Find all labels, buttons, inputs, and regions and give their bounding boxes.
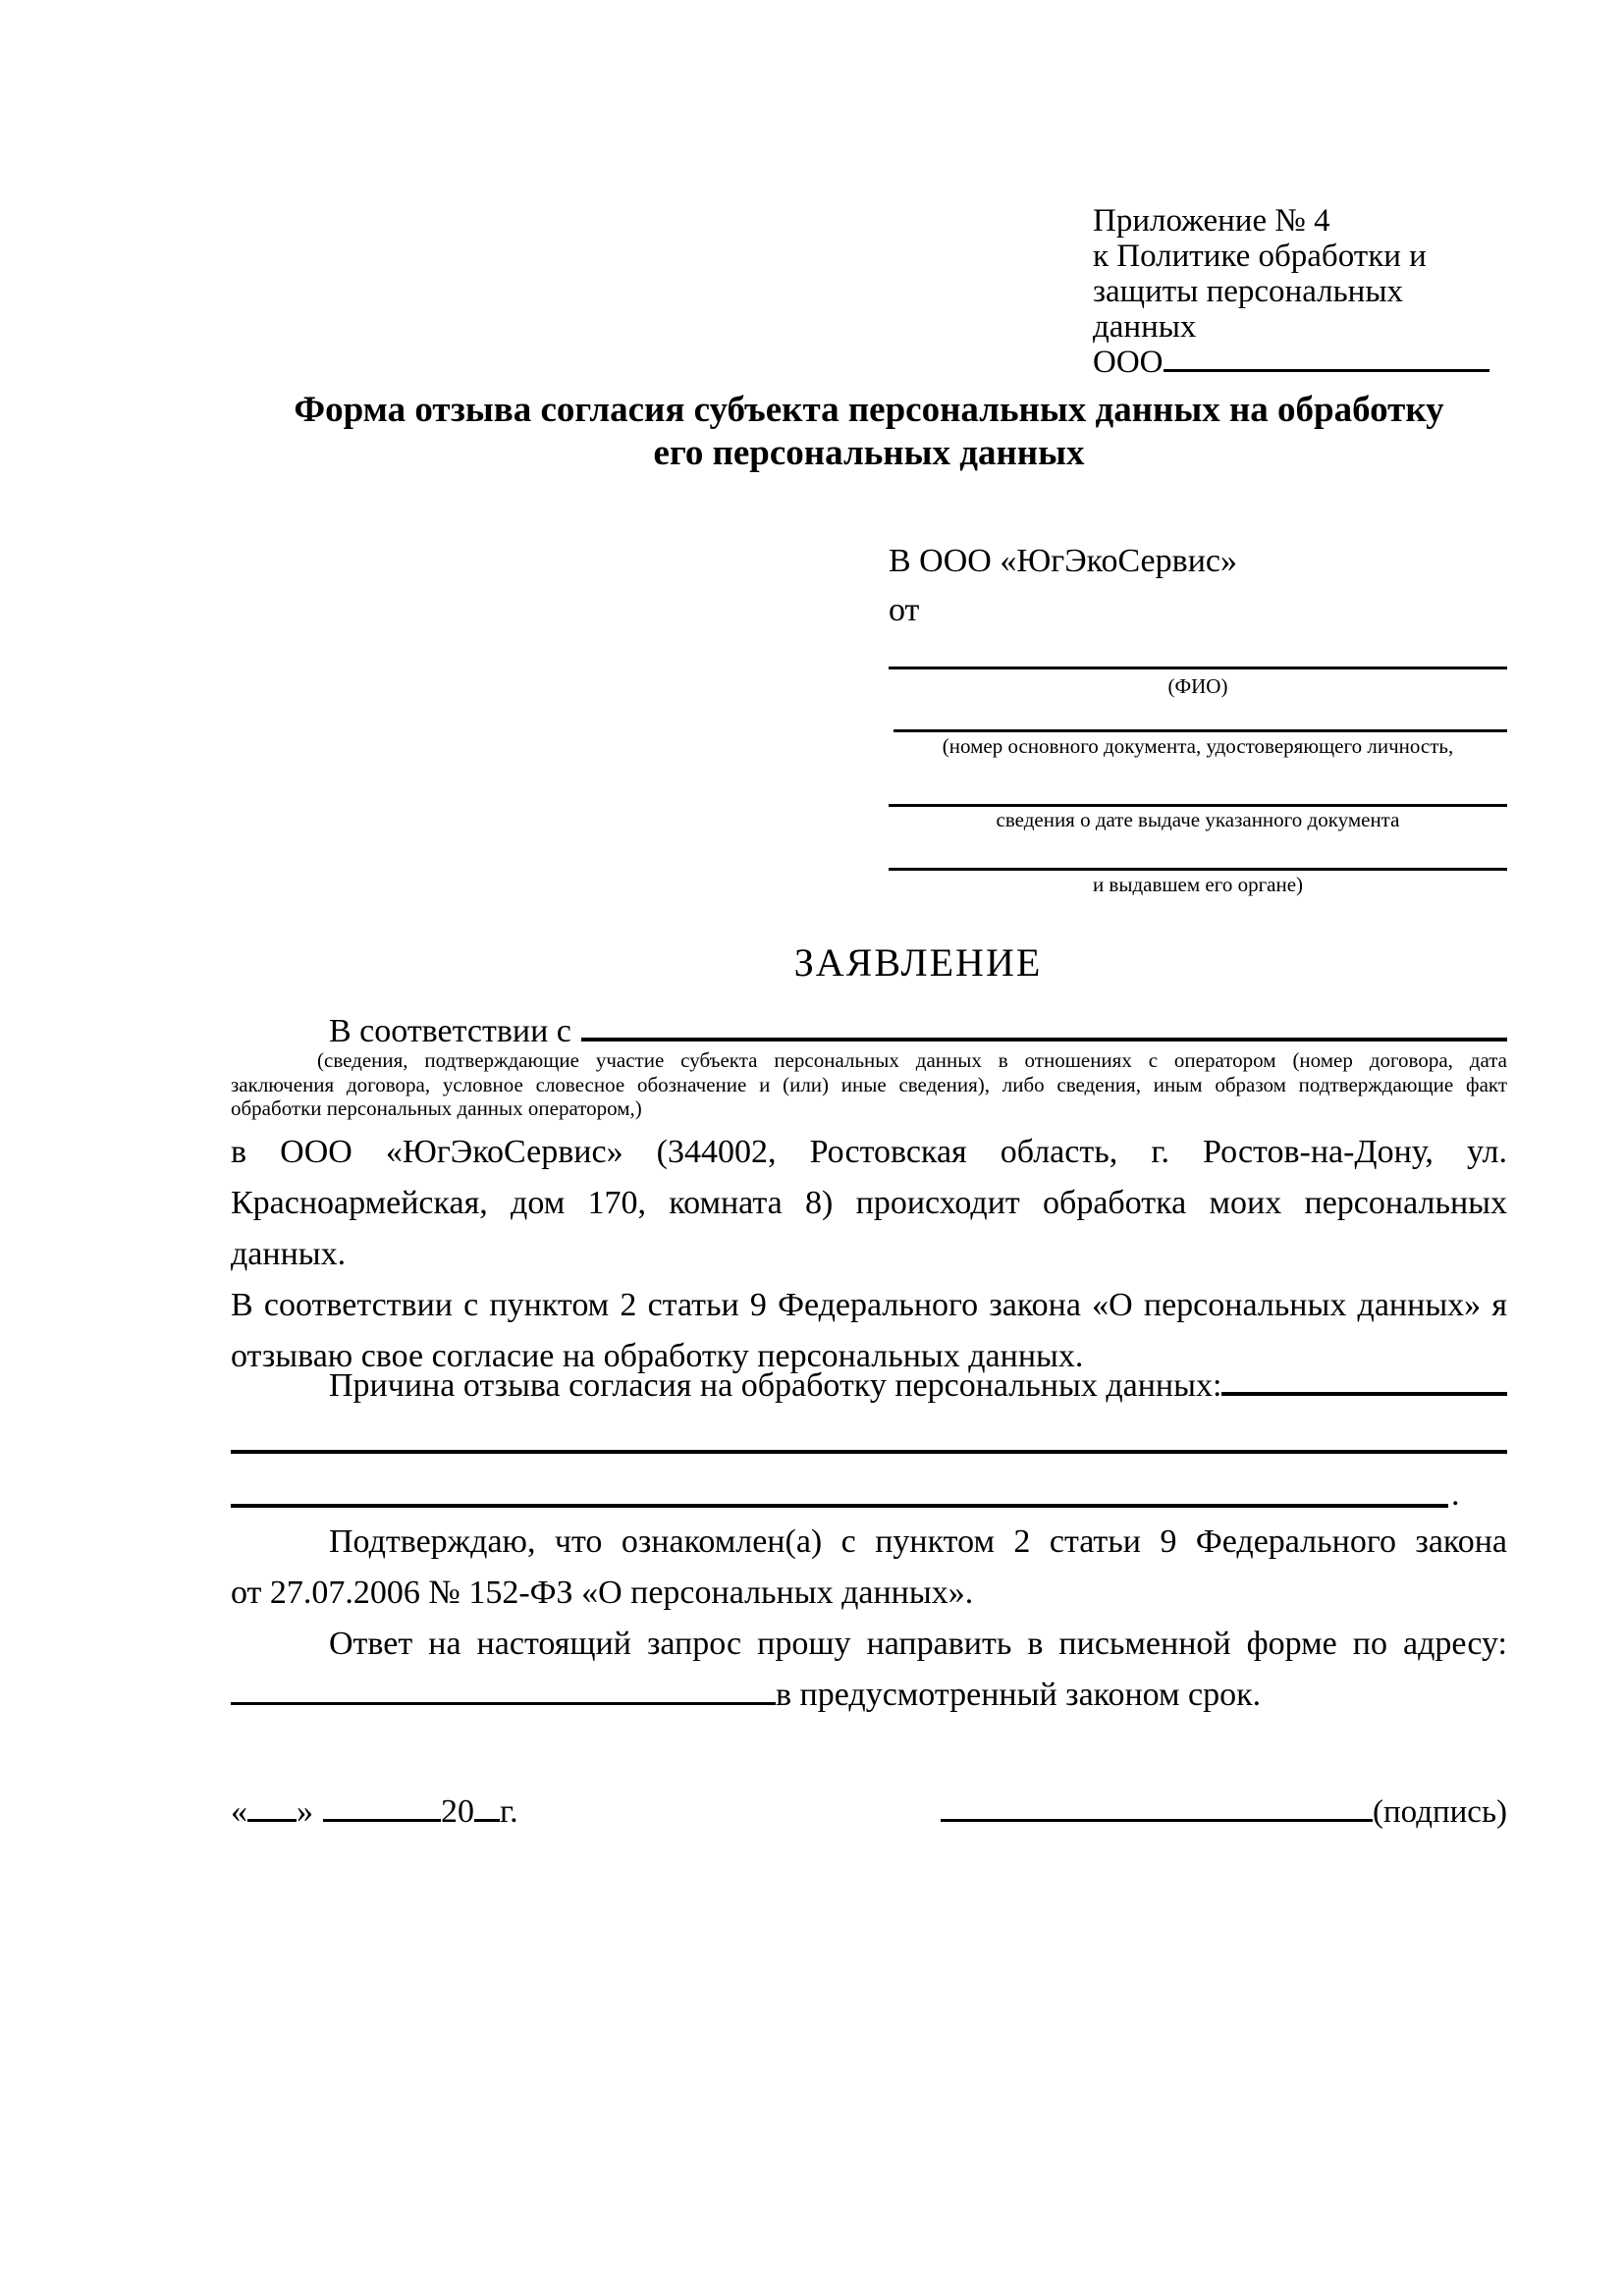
- form-title: [231, 389, 1507, 475]
- signature-group: [941, 1794, 1507, 1831]
- month-blank-field[interactable]: [323, 1819, 441, 1822]
- small-print-line-3: обработки персональных данных оператором,): [231, 1096, 642, 1120]
- reason-blank-field[interactable]: [1221, 1392, 1507, 1396]
- recipient-from-label: от: [889, 592, 920, 628]
- address-blank-field[interactable]: [231, 1702, 776, 1705]
- signature-caption: (подпись): [1373, 1794, 1507, 1830]
- confirm-line-2: от 27.07.2006 № 152-ФЗ «О персональных данных».: [231, 1575, 974, 1611]
- body-line-1: в ООО «ЮгЭкоСервис» (344002, Ростовская область, г. Ростов-на-Дону, ул.: [231, 1134, 1507, 1170]
- issuing-authority-field-line[interactable]: [889, 868, 1507, 871]
- ooo-blank-field[interactable]: [1164, 369, 1490, 372]
- day-blank-field[interactable]: [247, 1819, 297, 1822]
- doc-number-caption: (номер основного документа, удостоверяющего личность,: [942, 734, 1454, 758]
- reply-paragraph: [231, 1619, 1507, 1721]
- quote-open: «: [231, 1793, 247, 1830]
- appendix-block: [1093, 203, 1495, 380]
- appendix-line-2: к Политике обработки и: [1093, 239, 1427, 274]
- fio-field-line[interactable]: [889, 667, 1507, 669]
- year-prefix: 20: [441, 1793, 474, 1830]
- reply-address-row: [231, 1670, 1507, 1721]
- recipient-to: В ООО «ЮгЭкоСервис»: [889, 543, 1237, 579]
- statement-heading: ЗАЯВЛЕНИЕ: [793, 940, 1043, 985]
- body-line-3: В соответствии с пунктом 2 статьи 9 Федерального закона «О персональных данных» я: [231, 1287, 1507, 1323]
- date-group: [231, 1793, 518, 1831]
- issue-date-field-line[interactable]: [889, 804, 1507, 807]
- basis-intro-row: [231, 1013, 1507, 1050]
- footer-row: [231, 1793, 1507, 1831]
- small-print-line-1: (сведения, подтверждающие участие субъекта персональных данных в отношениях с оператором (номер договора, дата: [317, 1048, 1507, 1072]
- small-print-line-2: заключения договора, условное словесное обозначение и (или) иные сведения), либо сведения, иным образом подтверждающие факт: [231, 1072, 1507, 1096]
- appendix-line-3: защиты персональных данных: [1093, 274, 1403, 345]
- reason-line-2[interactable]: [231, 1504, 1448, 1508]
- basis-intro-label: В соответствии с: [329, 1013, 571, 1049]
- issue-date-caption: сведения о дате выдаче указанного документа: [996, 808, 1400, 831]
- small-print: [231, 1048, 1507, 1121]
- year-blank-field[interactable]: [474, 1819, 500, 1822]
- year-suffix: г.: [500, 1793, 518, 1830]
- appendix-ooo-row: [1093, 345, 1489, 380]
- body-paragraph: [231, 1127, 1507, 1382]
- reason-row: [231, 1367, 1507, 1405]
- body-line-2: Красноармейская, дом 170, комната 8) происходит обработка моих персональных данных.: [231, 1185, 1507, 1272]
- confirm-line-1: Подтверждаю, что ознакомлен(а) с пунктом 2 статьи 9 Федерального закона: [329, 1523, 1507, 1560]
- quote-close: »: [297, 1793, 313, 1830]
- doc-number-field-line[interactable]: [893, 729, 1507, 732]
- fio-caption: (ФИО): [1167, 674, 1228, 698]
- appendix-line-1: Приложение № 4: [1093, 203, 1330, 239]
- reply-line-2-suffix: в предусмотренный законом срок.: [776, 1677, 1262, 1713]
- confirm-paragraph: [231, 1517, 1507, 1619]
- reason-end-dot: .: [1451, 1476, 1460, 1513]
- body-line-4: отзываю свое согласие на обработку персональных данных.: [231, 1338, 1084, 1374]
- form-title-line-1: Форма отзыва согласия субъекта персональных данных на обработку: [294, 390, 1444, 430]
- ooo-label: ООО: [1093, 345, 1164, 380]
- form-title-line-2: его персональных данных: [653, 433, 1085, 473]
- reply-line-1: Ответ на настоящий запрос прошу направить в письменной форме по адресу:: [329, 1626, 1507, 1662]
- issuing-authority-caption: и выдавшем его органе): [1092, 873, 1304, 896]
- reason-line-1[interactable]: [231, 1450, 1507, 1454]
- basis-blank-field[interactable]: [581, 1038, 1507, 1041]
- signature-blank-field[interactable]: [941, 1819, 1373, 1822]
- reason-label: Причина отзыва согласия на обработку персональных данных:: [329, 1367, 1222, 1404]
